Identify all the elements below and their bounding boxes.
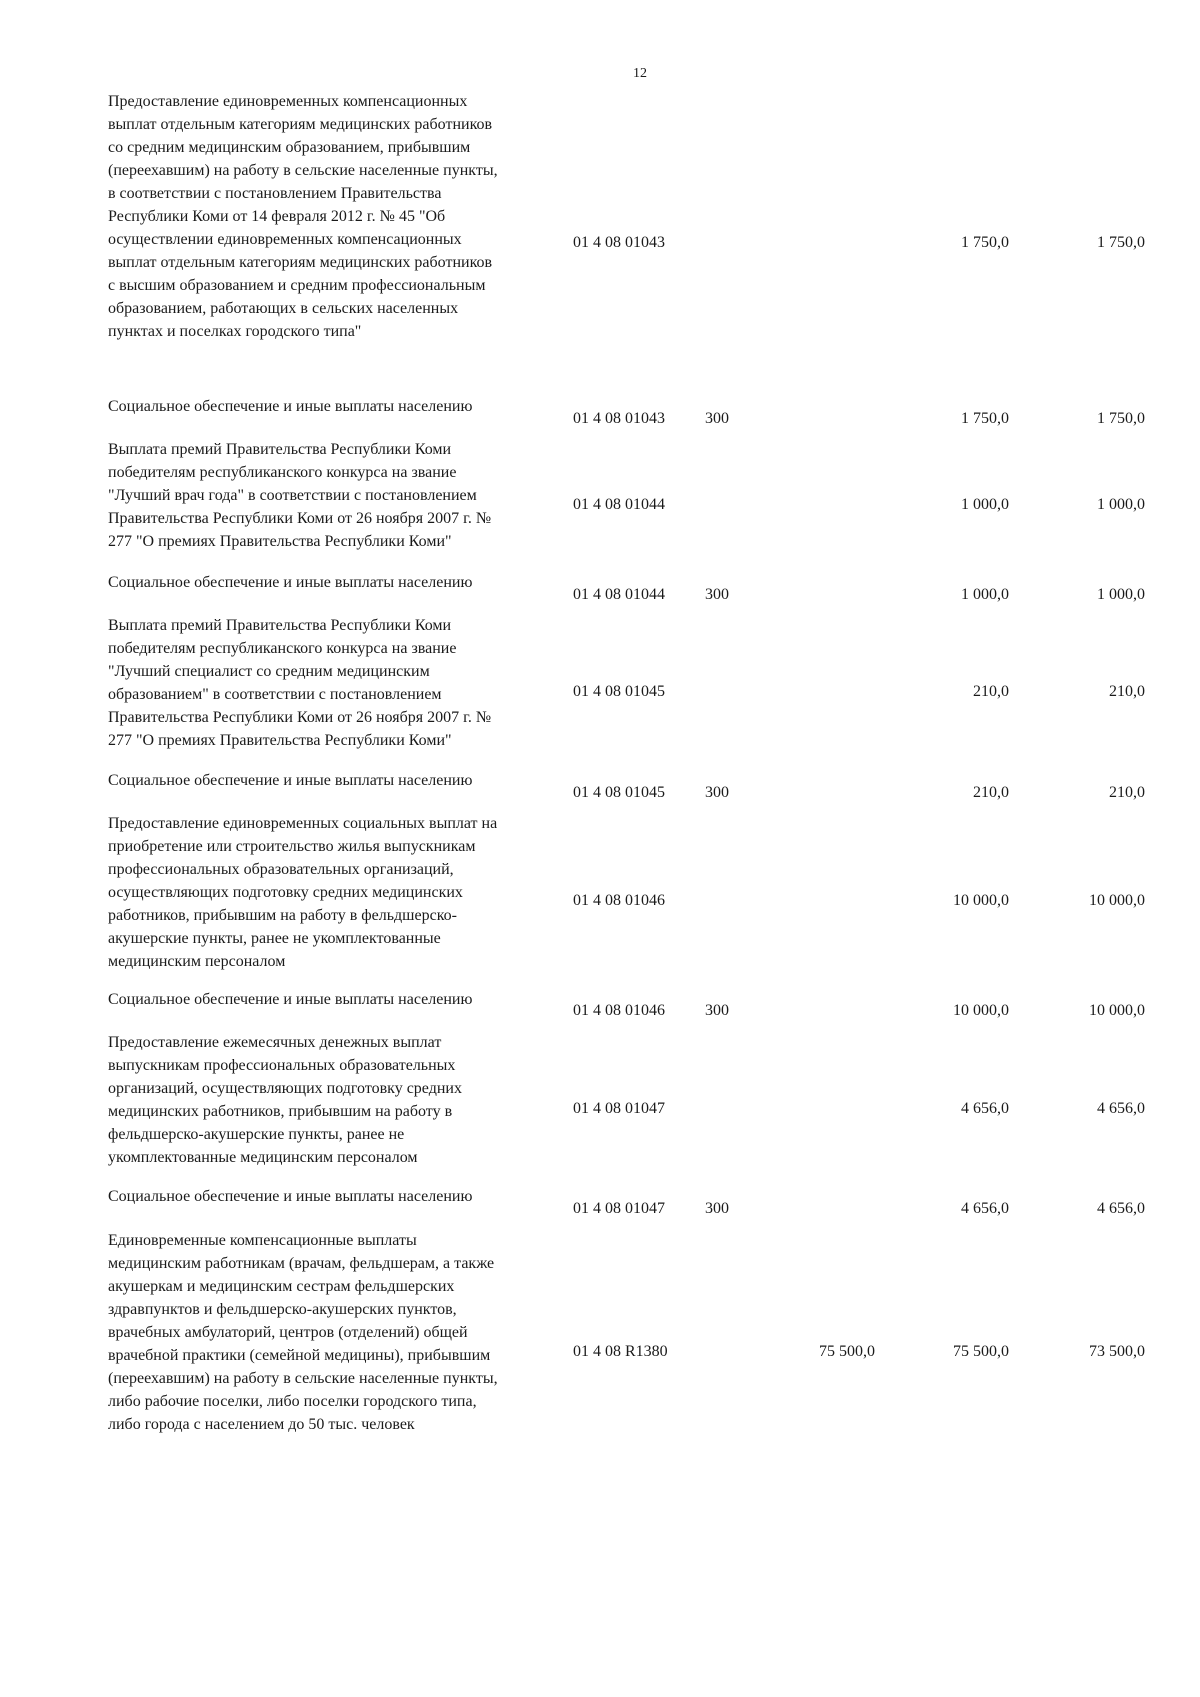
row-description: Социальное обеспечение и иные выплаты населению [108, 398, 473, 415]
row-type: 300 [705, 1200, 729, 1217]
row-type: 300 [705, 784, 729, 801]
row-description: Единовременные компенсационные выплаты медицинским работникам (врачам, фельдшерам, а также акушеркам и медицинским сестрам фельдшерских здравпунктов и фельдшерско-акушерских пунктов, врачебных амбулаторий, центров (отделений) общей врачебной практики (семейной медицины), прибывшим (переехавшим) на работу в сельские населенные пункты, либо рабочие поселки, либо поселки городского типа, либо города с населением до 50 тыс. человек [108, 1232, 498, 1433]
row-value-3: 1 750,0 [1097, 234, 1145, 251]
row-type: 300 [705, 410, 729, 427]
row-code: 01 4 08 01043 [573, 410, 665, 427]
page-number: 12 [633, 66, 647, 81]
row-value-2: 1 000,0 [961, 496, 1009, 513]
row-value-3: 1 750,0 [1097, 410, 1145, 427]
row-code: 01 4 08 01043 [573, 234, 665, 251]
row-value-3: 73 500,0 [1089, 1343, 1145, 1360]
row-value-3: 210,0 [1109, 784, 1145, 801]
row-description: Предоставление единовременных компенсационных выплат отдельным категориям медицинских работников со средним медицинским образованием, прибывшим (переехавшим) на работу в сельские населенные пункты, в соответствии с постановлением Правительства Республики Коми от 14 февраля 2012 г. № 45 "Об осуществлении единовременных компенсационных выплат отдельным категориям медицинских работников с высшим образованием и средним профессиональным образованием, работающих в сельских населенных пунктах и поселках городского типа" [108, 93, 498, 340]
row-code: 01 4 08 01044 [573, 586, 665, 603]
row-type: 300 [705, 1002, 729, 1019]
row-code: 01 4 08 01046 [573, 892, 665, 909]
row-description: Выплата премий Правительства Республики Коми победителям республиканского конкурса на звание "Лучший специалист со средним медицинским образованием" в соответствии с постановлением Правительства Республики Коми от 26 ноября 2007 г. № 277 "О премиях Правительства Республики Коми" [108, 617, 492, 749]
row-value-2: 210,0 [973, 683, 1009, 700]
row-value-3: 4 656,0 [1097, 1100, 1145, 1117]
row-value-2: 10 000,0 [953, 892, 1009, 909]
row-description: Социальное обеспечение и иные выплаты населению [108, 1188, 473, 1205]
row-value-3: 1 000,0 [1097, 496, 1145, 513]
row-value-2: 4 656,0 [961, 1100, 1009, 1117]
row-code: 01 4 08 01044 [573, 496, 665, 513]
row-code: 01 4 08 01045 [573, 784, 665, 801]
row-code: 01 4 08 01045 [573, 683, 665, 700]
row-value-2: 210,0 [973, 784, 1009, 801]
row-code: 01 4 08 01047 [573, 1100, 665, 1117]
row-code: 01 4 08 01047 [573, 1200, 665, 1217]
row-value-3: 4 656,0 [1097, 1200, 1145, 1217]
row-description: Выплата премий Правительства Республики Коми победителям республиканского конкурса на звание "Лучший врач года" в соответствии с постановлением Правительства Республики Коми от 26 ноября 2007 г. № 277 "О премиях Правительства Республики Коми" [108, 441, 492, 550]
row-value-1: 75 500,0 [819, 1343, 875, 1360]
row-value-2: 4 656,0 [961, 1200, 1009, 1217]
row-value-3: 1 000,0 [1097, 586, 1145, 603]
row-description: Социальное обеспечение и иные выплаты населению [108, 574, 473, 591]
row-value-3: 210,0 [1109, 683, 1145, 700]
row-code: 01 4 08 01046 [573, 1002, 665, 1019]
row-value-3: 10 000,0 [1089, 892, 1145, 909]
row-code: 01 4 08 R1380 [573, 1343, 668, 1360]
row-description: Социальное обеспечение и иные выплаты населению [108, 991, 473, 1008]
row-value-2: 1 750,0 [961, 410, 1009, 427]
row-description: Социальное обеспечение и иные выплаты населению [108, 772, 473, 789]
row-value-3: 10 000,0 [1089, 1002, 1145, 1019]
row-value-2: 1 750,0 [961, 234, 1009, 251]
row-value-2: 1 000,0 [961, 586, 1009, 603]
row-type: 300 [705, 586, 729, 603]
row-description: Предоставление ежемесячных денежных выплат выпускникам профессиональных образовательных организаций, осуществляющих подготовку средних медицинских работников, прибывшим на работу в фельдшерско-акушерские пункты, ранее не укомплектованные медицинским персоналом [108, 1034, 462, 1166]
row-value-2: 10 000,0 [953, 1002, 1009, 1019]
row-value-2: 75 500,0 [953, 1343, 1009, 1360]
row-description: Предоставление единовременных социальных выплат на приобретение или строительство жилья выпускникам профессиональных образовательных организаций, осуществляющих подготовку средних медицинских работников, прибывшим на работу в фельдшерско- акушерские пункты, ранее не укомплектованные медицинским персоналом [108, 815, 498, 970]
